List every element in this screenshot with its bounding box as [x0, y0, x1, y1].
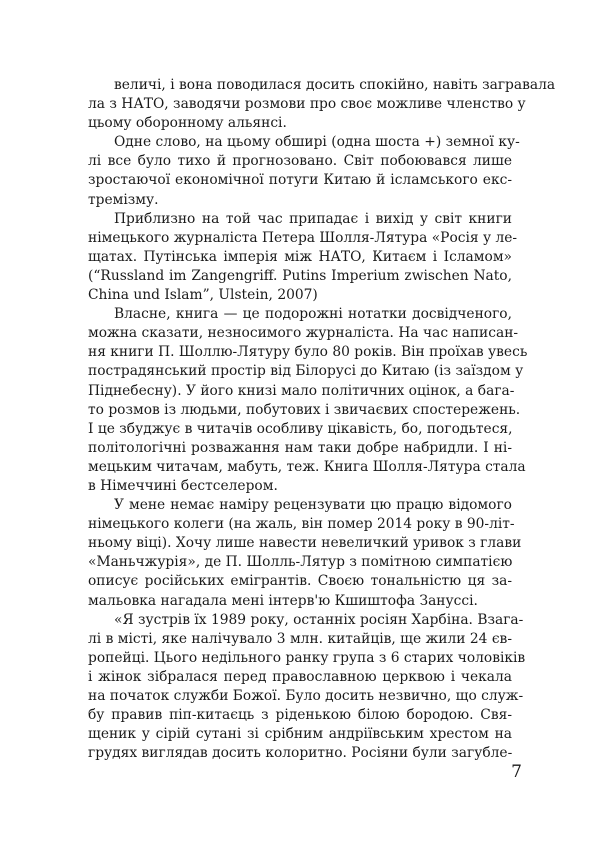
text-line: Приблизно на той час припадає і вихід у світ книги: [114, 210, 512, 227]
text-line: щатах. Путінська імперія між НАТО, Китаєм і Ісламом»: [88, 248, 512, 265]
text-line: описує російських емігрантів. Своєю тональністю ця за-: [88, 573, 512, 590]
text-line: грудях виглядав досить колоритно. Росіяни були загубле-: [88, 745, 513, 762]
page-number: 7: [511, 762, 522, 782]
text-line: У мене немає наміру рецензувати цю працю відомого: [114, 497, 512, 514]
text-line: цьому оборонному альянсі.: [88, 115, 287, 132]
text-line: ня книги П. Шоллю-Лятуру було 80 років. Він проїхав увесь: [88, 344, 528, 361]
text-line: зростаючої економічної потуги Китаю й ісламського екс-: [88, 172, 512, 189]
text-line: можна сказати, незносимого журналіста. На час написан-: [88, 325, 519, 342]
text-line: мецьким читачам, мабуть, теж. Книга Шолля-Лятура стала: [88, 458, 526, 475]
text-line: бу правив піп-китаєць з ріденькою білою бородою. Свя-: [88, 707, 512, 724]
text-line: ньому віці). Хочу лише навести невеличкий уривок з глави: [88, 535, 522, 552]
paragraph: [88, 210, 518, 305]
body-text: [88, 76, 556, 763]
paragraph: [88, 133, 520, 209]
paragraph: [88, 76, 556, 133]
text-line: на початок служби Божої. Було досить незвично, що служ-: [88, 688, 524, 704]
paragraph: [88, 496, 522, 611]
text-line: мальовка нагадала мені інтерв'ю Кшиштофа Зануссі.: [88, 592, 478, 609]
text-line: німецького журналіста Петера Шолля-Лятура «Росія у ле-: [88, 229, 518, 246]
text-line: лі в місті, яке налічувало 3 млн. китайців, ще жили 24 єв-: [88, 630, 512, 647]
text-line: ла з НАТО, заводячи розмови про своє можливе членство у: [88, 96, 526, 113]
text-line: політологічні розважання нам таки добре набридли. І ні-: [88, 439, 512, 456]
text-line: і жінок зібралася перед православною церквою і чекала: [88, 668, 512, 685]
paragraph: [88, 611, 526, 764]
text-line: тремізму.: [88, 191, 159, 208]
text-line: China und Islam”, Ulstein, 2007): [88, 287, 318, 304]
text-line: ропейці. Цього недільного ранку група з 6 старих чоловіків: [88, 649, 526, 666]
text-line: «Маньчжурія», де П. Шолль-Лятур з помітною симпатією: [88, 554, 513, 571]
text-line: щеник у сірій сутані зі срібним андріївським хрестом на: [88, 726, 512, 743]
text-line: німецького колеги (на жаль, він помер 2014 року в 90-літ-: [88, 516, 515, 533]
text-line: «Я зустрів їх 1989 року, останніх росіян Харбіна. Взага-: [114, 611, 524, 628]
text-line: (“Russland im Zangengriff. Putins Imperium zwischen Nato,: [88, 267, 512, 284]
text-line: Піднебесну). У його книзі мало політичних оцінок, а бага-: [88, 382, 515, 399]
text-line: в Німеччині бестселером.: [88, 477, 278, 494]
text-line: то розмов із людьми, побутових і звичаєвих спостережень.: [88, 401, 521, 418]
paragraph: [88, 305, 528, 496]
text-line: І це збуджує в читачів особливу цікавість, бо, погодьтеся,: [88, 420, 513, 437]
text-line: Власне, книга — це подорожні нотатки досвідченого,: [114, 306, 512, 323]
text-line: Одне слово, на цьому обширі (одна шоста +) земної ку-: [114, 134, 520, 151]
text-line: пострадянський простір від Білорусі до Китаю (із заїздом у: [88, 363, 524, 380]
text-line: величі, і вона поводилася досить спокійно, навіть загравала: [114, 77, 556, 93]
text-line: лі все було тихо й прогнозовано. Світ побоювався лише: [88, 153, 512, 170]
